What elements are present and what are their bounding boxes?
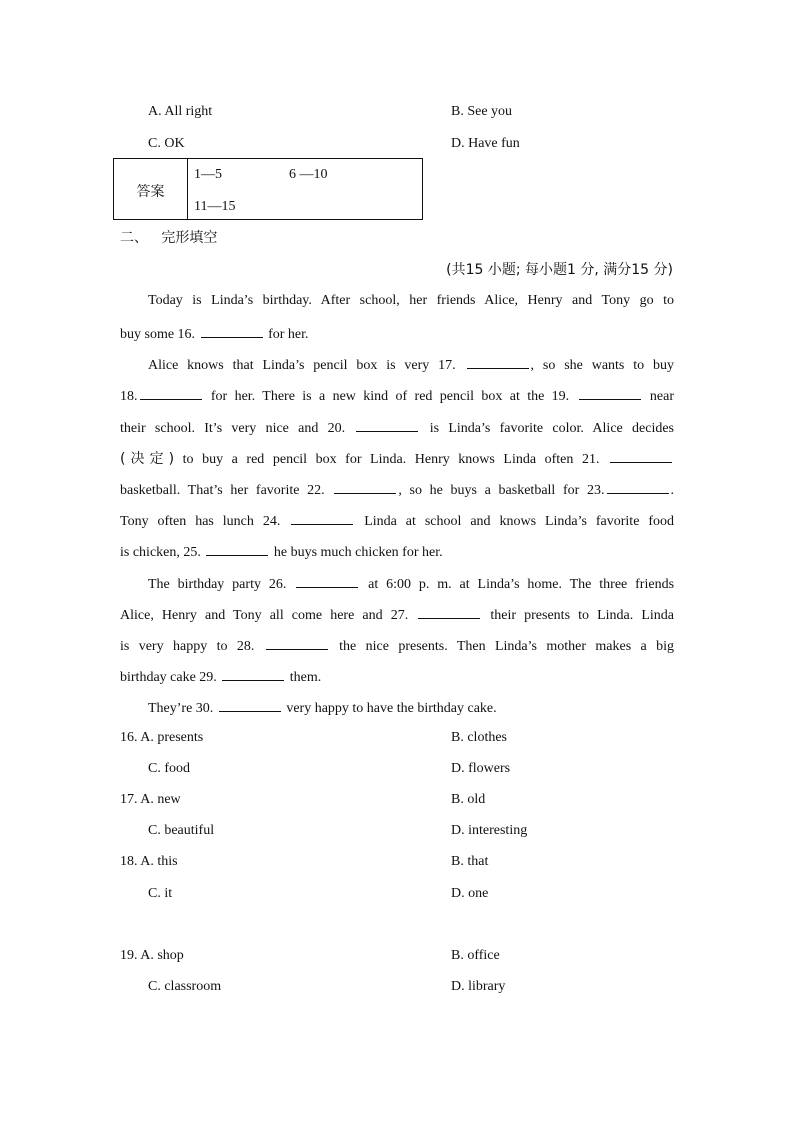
blank-21 bbox=[610, 448, 672, 463]
passage-text: buy some 16. bbox=[120, 327, 196, 342]
passage-line bbox=[120, 635, 674, 656]
blank-26 bbox=[296, 573, 358, 588]
blank-16 bbox=[201, 323, 263, 338]
passage-text: near bbox=[649, 389, 675, 404]
passage-text: They’re 30. bbox=[148, 701, 214, 716]
passage-text: he buys much chicken for her. bbox=[273, 545, 443, 560]
answer-table bbox=[113, 158, 423, 220]
question-17-c: C. beautiful bbox=[148, 823, 215, 838]
passage-line bbox=[120, 448, 674, 469]
passage-text: to buy a red pencil box for Linda. Henry knows Linda often 21. bbox=[182, 452, 600, 467]
passage-text: Tony often has lunch 24. bbox=[120, 514, 281, 529]
passage-line bbox=[120, 510, 674, 531]
passage-text: their presents to Linda. Linda bbox=[490, 608, 674, 623]
passage-line bbox=[148, 354, 674, 375]
passage-text: is Linda’s favorite color. Alice decides bbox=[429, 421, 674, 436]
blank-30 bbox=[219, 697, 281, 712]
passage-text: for her. bbox=[268, 327, 309, 342]
question-17-d: D. interesting bbox=[451, 823, 528, 838]
section-title: 完形填空 bbox=[161, 230, 218, 246]
question-19-a: 19. A. shop bbox=[120, 948, 184, 963]
passage-line bbox=[120, 385, 674, 406]
blank-17 bbox=[467, 354, 529, 369]
passage-text: 18. bbox=[120, 389, 138, 404]
passage-text: is very happy to 28. bbox=[120, 639, 255, 654]
question-16-c: C. food bbox=[148, 761, 190, 776]
blank-25 bbox=[206, 541, 268, 556]
blank-27 bbox=[418, 604, 480, 619]
option-d: D. Have fun bbox=[451, 136, 520, 151]
passage-text: for her. There is a new kind of red pencil box at the 19. bbox=[210, 389, 570, 404]
question-16-a: 16. A. presents bbox=[120, 730, 204, 745]
passage-line bbox=[148, 292, 674, 310]
table-divider bbox=[187, 159, 188, 219]
question-19-d: D. library bbox=[451, 979, 506, 994]
passage-line bbox=[120, 666, 674, 687]
question-18-c: C. it bbox=[148, 886, 173, 901]
blank-24 bbox=[291, 510, 353, 525]
passage-text: , so he buys a basketball for 23. bbox=[398, 483, 605, 498]
blank-18 bbox=[140, 385, 202, 400]
section-heading bbox=[120, 229, 217, 247]
question-18-d: D. one bbox=[451, 886, 489, 901]
passage-line bbox=[148, 573, 674, 594]
passage-line bbox=[120, 417, 674, 438]
passage-line bbox=[120, 604, 674, 625]
passage-text: Linda at school and knows Linda’s favorite food bbox=[364, 514, 675, 529]
passage-text: . bbox=[670, 483, 675, 498]
question-17-a: 17. A. new bbox=[120, 792, 181, 807]
question-17-b: B. old bbox=[451, 792, 486, 807]
passage-text: (决定) bbox=[120, 451, 175, 467]
passage-text: is chicken, 25. bbox=[120, 545, 201, 560]
passage-text: at 6:00 p. m. at Linda’s home. The three friends bbox=[368, 577, 675, 592]
question-16-b: B. clothes bbox=[451, 730, 507, 745]
blank-19 bbox=[579, 385, 641, 400]
blank-22 bbox=[334, 479, 396, 494]
passage-text: their school. It’s very nice and 20. bbox=[120, 421, 346, 436]
passage-line bbox=[120, 479, 674, 500]
section-number: 二、 bbox=[120, 230, 148, 246]
passage-text: them. bbox=[289, 670, 322, 685]
passage-text: the nice presents. Then Linda’s mother makes a big bbox=[339, 639, 675, 654]
passage-text: Alice, Henry and Tony all come here and 27. bbox=[120, 608, 409, 623]
question-18-b: B. that bbox=[451, 854, 489, 869]
answer-range-1-5: 1—5 bbox=[194, 167, 222, 182]
passage-text: birthday cake 29. bbox=[120, 670, 217, 685]
passage-text: basketball. That’s her favorite 22. bbox=[120, 483, 325, 498]
passage-text: , so she wants to buy bbox=[530, 358, 674, 373]
option-b: B. See you bbox=[451, 104, 513, 119]
passage-text: The birthday party 26. bbox=[148, 577, 287, 592]
option-c: C. OK bbox=[148, 136, 185, 151]
option-a: A. All right bbox=[148, 104, 213, 119]
question-19-c: C. classroom bbox=[148, 979, 222, 994]
passage-line bbox=[120, 323, 674, 344]
question-18-a: 18. A. this bbox=[120, 854, 178, 869]
answer-label: 答案 bbox=[136, 184, 165, 200]
question-16-d: D. flowers bbox=[451, 761, 511, 776]
passage-text: Today is Linda’s birthday. After school, her friends Alice, Henry and Tony go to bbox=[148, 293, 674, 308]
score-note: (共15 小题; 每小题1 分, 满分15 分) bbox=[446, 262, 673, 278]
answer-range-11-15: 11—15 bbox=[194, 199, 236, 214]
blank-28 bbox=[266, 635, 328, 650]
answer-range-6-10: 6 —10 bbox=[289, 167, 328, 182]
blank-20 bbox=[356, 417, 418, 432]
blank-23 bbox=[607, 479, 669, 494]
passage-text: Alice knows that Linda’s pencil box is very 17. bbox=[148, 358, 456, 373]
question-19-b: B. office bbox=[451, 948, 500, 963]
blank-29 bbox=[222, 666, 284, 681]
passage-text: very happy to have the birthday cake. bbox=[286, 701, 497, 716]
passage-line bbox=[120, 541, 674, 562]
passage-line bbox=[148, 697, 674, 718]
